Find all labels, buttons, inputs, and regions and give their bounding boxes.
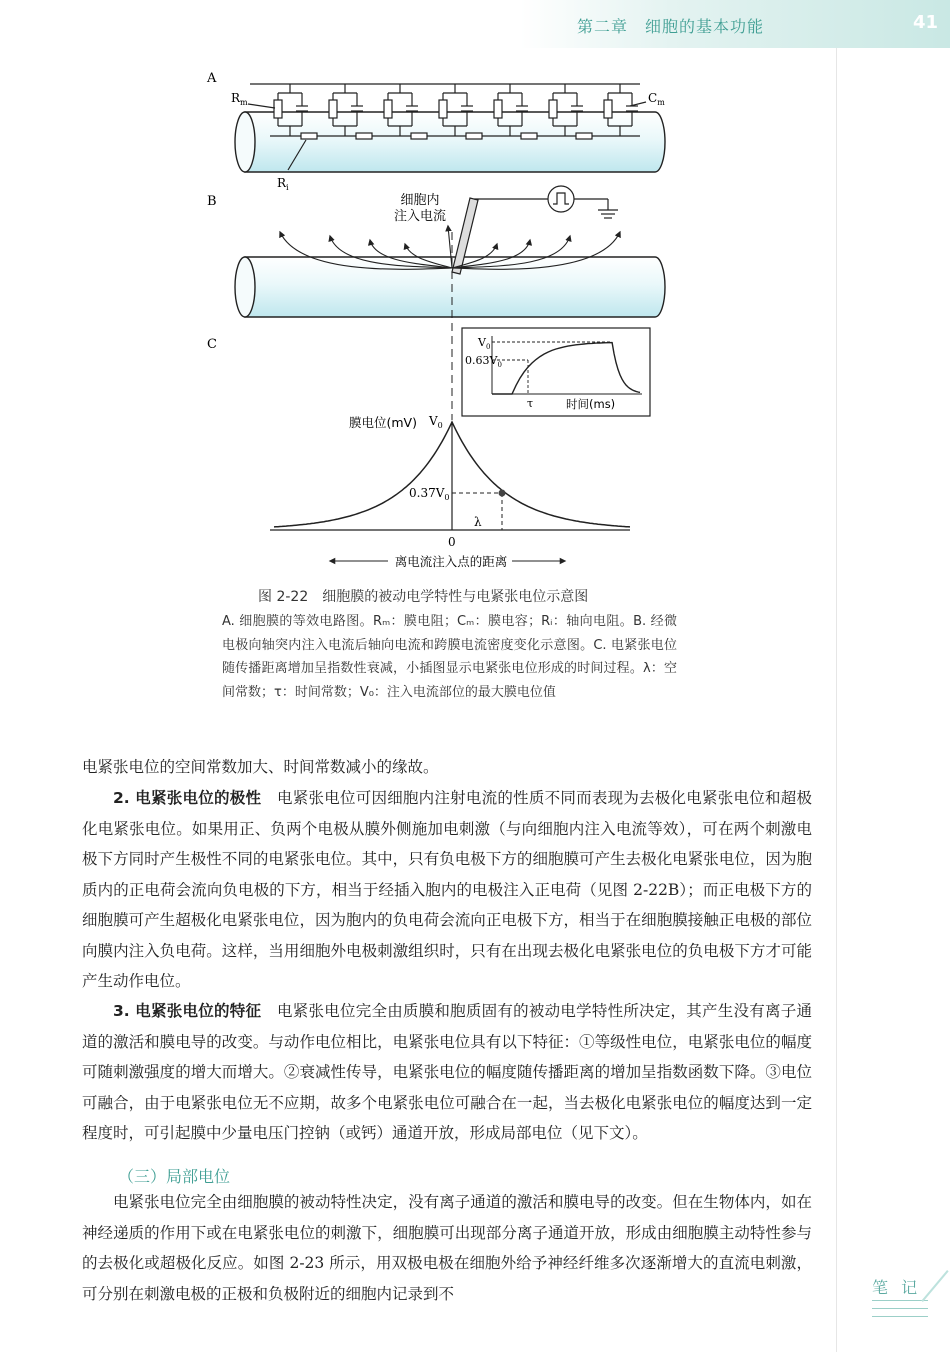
panel-label-b: B	[207, 194, 217, 209]
ri-label: $R_i$	[277, 176, 289, 192]
features-paragraph	[82, 996, 812, 1149]
features-text: 电紧张电位完全由质膜和胞质固有的被动电学特性所决定，其产生没有离子通道的激活和膜电导的改变。与动作电位相比，电紧张电位具有以下特征：①等级性电位，电紧张电位的幅度可随刺激强度的增大而增大。②衰减性传导，电紧张电位的幅度随传播距离的增加呈指数函数下降。③电位可融合，由于电紧张电位无不应期，故多个电紧张电位可融合在一起，当去极化电紧张电位的幅度达到一定程度时，可引起膜中少量电压门控钠（或钙）通道开放，形成局部电位（见下文）。	[82, 1002, 812, 1142]
chapter-label: 第二章	[577, 17, 629, 36]
injection-label-1: 细胞内	[400, 193, 440, 208]
inset-time-label: 时间(ms)	[566, 397, 616, 411]
notes-label: 笔 记	[872, 1278, 922, 1297]
polarity-text: 电紧张电位可因细胞内注射电流的性质不同而表现为去极化电紧张电位和超极化电紧张电位。如果用正、负两个电极从膜外侧施加电刺激（与向细胞内注入电流等效），可在两个刺激电极下方同时产生极性不同的电紧张电位。其中，只有负电极下方的细胞膜可产生去极化电紧张电位，因为胞质内的正电荷会流向负电极的下方，相当于经插入胞内的电极注入正电荷（见图 2-22B）；而正电极下方的细胞膜可产生超极化电紧张电位，因为胞内的负电荷会流向正电极下方，相当于在细胞膜接触正电极的部位向膜内注入负电荷。这样，当用细胞外电极刺激组织时，只有在出现去极化电紧张电位的负电极下方才可能产生动作电位。	[82, 789, 812, 990]
section-features	[82, 996, 812, 1149]
y-axis-label: 膜电位(mV)	[349, 415, 417, 430]
injection-label-2: 注入电流	[393, 209, 447, 224]
inset-063-label: $0.63V_0$	[465, 354, 502, 369]
chapter-title: 细胞的基本功能	[645, 17, 765, 36]
features-title: 3. 电紧张电位的特征	[113, 1002, 262, 1020]
body-continuation	[82, 752, 812, 783]
page-number: 41	[912, 12, 938, 33]
section-polarity	[82, 783, 812, 997]
figure-legend	[222, 610, 677, 704]
cm-label: $C_m$	[648, 91, 665, 107]
inset-v0-label: $V_0$	[478, 336, 491, 351]
panel-b-axon	[235, 257, 665, 317]
level-037-label: $0.37V_0$	[409, 486, 450, 502]
figure-2-22	[0, 0, 950, 580]
notes-lines	[872, 1300, 928, 1324]
section-heading-local-potential: （三）局部电位	[118, 1167, 231, 1186]
legend-text: A. 细胞膜的等效电路图。Rₘ：膜电阻；Cₘ：膜电容；Rᵢ：轴向电阻。B. 经微电极向轴突内注入电流后轴向电流和跨膜电流密度变化示意图。C. 电紧张电位随传播距离增加呈指数性衰减，小插图显示电紧张电位形成的时间过程。λ：空间常数；τ：时间常数；V₀：注入电流部位的最大膜电位值	[222, 614, 677, 700]
polarity-paragraph	[82, 783, 812, 997]
figure-caption: 图 2-22 细胞膜的被动电学特性与电紧张电位示意图	[258, 589, 589, 605]
local-paragraph: 电紧张电位完全由细胞膜的被动特性决定，没有离子通道的激活和膜电导的改变。但在生物体内，如在神经递质的作用下或在电紧张电位的刺激下，细胞膜可出现部分离子通道开放，形成由细胞膜主动特性参与的去极化或超极化反应。如图 2-23 所示，用双极电极在细胞外给予神经纤维多次逐渐增大的直流电刺激，可分别在刺激电极的正极和负极附近的细胞内记录到不	[82, 1193, 812, 1303]
continuation-paragraph: 电紧张电位的空间常数加大、时间常数减小的缘故。	[82, 758, 439, 776]
v0-label: $V_0$	[429, 414, 443, 430]
lambda-point	[499, 490, 506, 497]
panel-label-c: C	[207, 337, 217, 352]
inset-tau-label: τ	[527, 397, 534, 410]
x-axis-label: 离电流注入点的距离	[394, 554, 508, 569]
time-course-inset	[462, 328, 650, 416]
section-local-potential	[82, 1187, 812, 1309]
panel-a-axon	[235, 112, 665, 172]
lambda-label: λ	[474, 515, 482, 529]
zero-label: 0	[448, 535, 456, 549]
rm-label: $R_m$	[231, 91, 248, 107]
notes-decoration	[921, 1270, 948, 1302]
polarity-title: 2. 电紧张电位的极性	[113, 789, 262, 807]
panel-c-axes	[270, 422, 630, 530]
panel-label-a: A	[207, 71, 217, 86]
